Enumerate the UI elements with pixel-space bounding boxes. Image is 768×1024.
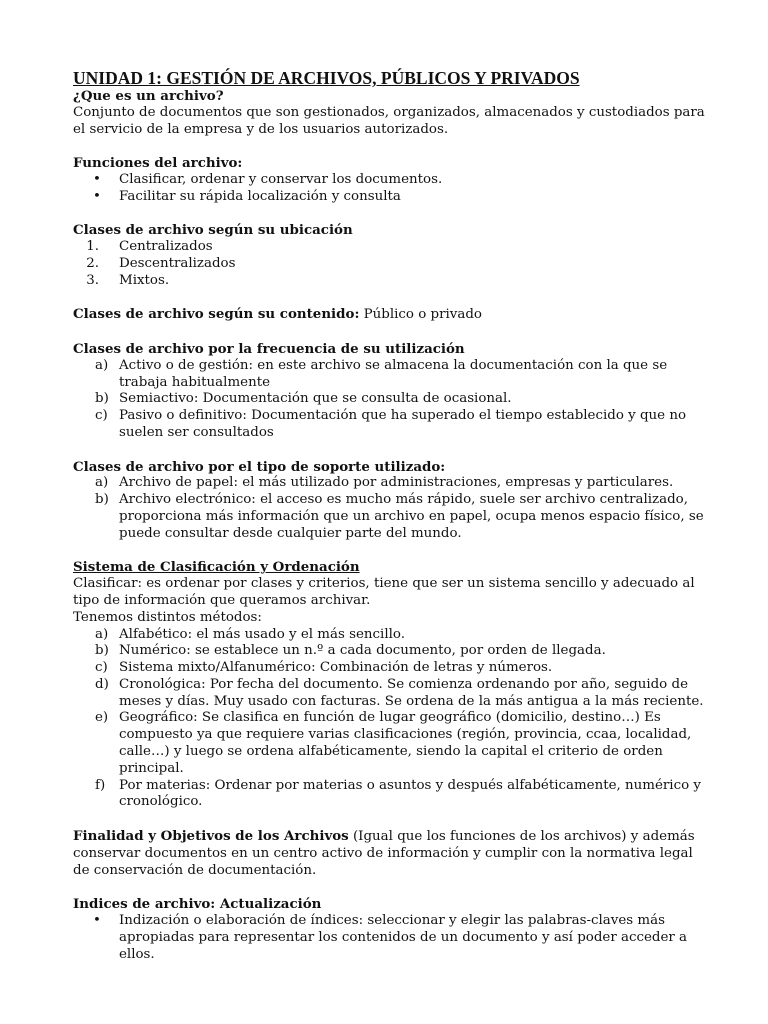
list-item: b) Numérico: se establece un n.º a cada documento, por orden de llegada. [95, 643, 606, 659]
section-finalidad [73, 828, 708, 879]
section-indices [73, 896, 708, 963]
letter-marker: d) [95, 676, 109, 692]
heading-contenido: Clases de archivo según su contenido: [73, 306, 360, 323]
list-item: b) Semiactivo: Documentación que se consulta de ocasional. [95, 391, 512, 407]
page-title: UNIDAD 1: GESTIÓN DE ARCHIVOS, PÚBLICOS Y PRIVADOS [73, 68, 580, 88]
section-frecuencia [73, 341, 708, 442]
heading-finalidad: Finalidad y Objetivos de los Archivos [73, 828, 349, 845]
paragraph-sistema-intro: Tenemos distintos métodos: [73, 609, 262, 625]
letter-marker: b) [95, 391, 109, 407]
letter-marker: c) [95, 408, 108, 424]
letter-marker: e) [95, 710, 109, 726]
section-soporte [73, 459, 708, 543]
list-item: • Facilitar su rápida localización y consulta [93, 188, 401, 204]
list-item: a) Alfabético: el más usado y el más sencillo. [95, 626, 405, 642]
list-item: f) Por materias: Ordenar por materias o asuntos y después alfabéticamente, numérico y cronológico. [95, 777, 701, 810]
section-que-es [73, 88, 708, 138]
section-funciones [73, 155, 708, 205]
bullet-marker: • [93, 171, 101, 187]
letter-marker: a) [95, 626, 109, 642]
paragraph-que-es: Conjunto de documentos que son gestionados, organizados, almacenados y custodiados para el servicio de la empresa y de los usuarios autorizados. [73, 104, 705, 137]
heading-ubicacion: Clases de archivo según su ubicación [73, 222, 353, 239]
list-item: • Clasificar, ordenar y conservar los documentos. [93, 171, 443, 187]
number-marker: 1. [86, 239, 99, 255]
heading-indices: Indices de archivo: Actualización [73, 896, 322, 913]
list-ubicacion [73, 239, 708, 289]
paragraph-sistema: Clasificar: es ordenar por clases y criterios, tiene que ser un sistema sencillo y adecuado al tipo de información que queramos archivar. [73, 576, 695, 608]
paragraph-contenido: Clases de archivo según su contenido: Público o privado [73, 306, 482, 323]
letter-marker: a) [95, 475, 109, 491]
list-soporte [73, 475, 708, 542]
letter-marker: c) [95, 660, 108, 676]
section-ubicacion [73, 222, 708, 289]
heading-soporte: Clases de archivo por el tipo de soporte utilizado: [73, 458, 446, 475]
list-item: b) Archivo electrónico: el acceso es mucho más rápido, suele ser archivo centralizado, proporciona más información que un archivo en papel, ocupa menos espacio físico, se puede consultar desde cualquier parte del mundo. [95, 492, 704, 541]
section-sistema [73, 559, 708, 811]
bullet-marker: • [93, 913, 101, 929]
list-item: • Indización o elaboración de índices: seleccionar y elegir las palabras-claves más apropiadas para representar los contenidos de un documento y así poder acceder a ellos. [93, 913, 688, 962]
letter-marker: b) [95, 643, 109, 659]
list-item: a) Archivo de papel: el más utilizado por administraciones, empresas y particulares. [95, 475, 674, 491]
list-item: a) Activo o de gestión: en este archivo se almacena la documentación con la que se trabaja habitualmente [95, 357, 668, 390]
list-sistema [73, 627, 708, 812]
number-marker: 2. [86, 255, 99, 271]
list-item: 1. Centralizados [73, 239, 708, 256]
heading-frecuencia: Clases de archivo por la frecuencia de su utilización [73, 340, 465, 357]
list-funciones [73, 172, 708, 206]
section-contenido [73, 306, 708, 324]
list-item: c) Pasivo o definitivo: Documentación que ha superado el tiempo establecido y que no suelen ser consultados [95, 408, 687, 440]
heading-sistema: Sistema de Clasificación y Ordenación [73, 559, 360, 576]
list-indices [73, 913, 708, 963]
heading-funciones: Funciones del archivo: [73, 155, 243, 172]
number-marker: 3. [86, 272, 99, 288]
list-item: c) Sistema mixto/Alfanumérico: Combinación de letras y números. [95, 660, 553, 676]
list-item: 3. Mixtos. [73, 273, 708, 290]
bullet-marker: • [93, 188, 101, 204]
letter-marker: f) [95, 777, 106, 793]
list-item: d) Cronológica: Por fecha del documento. Se comienza ordenando por año, seguido de meses y días. Muy usado con facturas. Se ordena de la más antigua a la más reciente. [95, 676, 704, 709]
letter-marker: a) [95, 357, 109, 373]
heading-que-es: ¿Que es un archivo? [73, 88, 224, 104]
list-item: 2. Descentralizados [73, 256, 708, 273]
list-item: e) Geográfico: Se clasifica en función de lugar geográfico (domicilio, destino…) Es compuesto ya que requiere varias clasificaciones (región, provincia, ccaa, localidad, calle…) y luego se ordena alfabéticamente, siendo la capital el criterio de orden principal. [95, 710, 692, 776]
paragraph-finalidad: Finalidad y Objetivos de los Archivos (Igual que los funciones de los archivos) y además conservar documentos en un centro activo de información y cumplir con la normativa legal de conservación de documentación. [73, 828, 695, 878]
letter-marker: b) [95, 492, 109, 508]
list-frecuencia [73, 358, 708, 442]
